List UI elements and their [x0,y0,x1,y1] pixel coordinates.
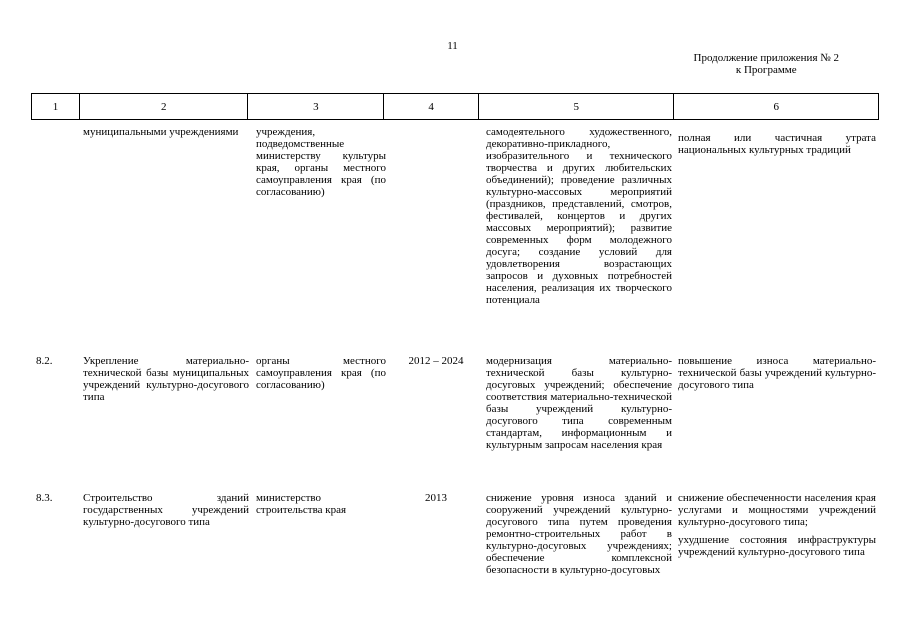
row-risks [678,132,876,156]
row-title: муниципальными учреждениями [83,126,239,138]
row-risk-item: повышение износа материально-технической базы учреждений культурно-досугового типа [678,355,876,391]
row-risk-item: полная или частичная утрата национальных культурных традиций [678,132,876,156]
row-title: Строительство зданий государственных учреждений культурно-досугового типа [83,492,249,528]
row-executor: органы местного самоуправления края (по согласованию) [256,355,386,391]
page-number: 11 [447,40,458,52]
header-col-1: 1 [52,100,59,113]
header-col-3: 3 [247,94,383,119]
row-executor: министерство строительства края [256,492,347,516]
continuation-note [694,52,839,76]
row-results: снижение уровня износа зданий и сооружений учреждений культурно-досугового типа путем проведения ремонтно-строительных работ в культурно-досуговых учреждениях; обеспечение комплексной безопасности в культурно-досуговых [486,492,672,576]
row-executor: учреждения, подведомственные министерству культуры края, органы местного самоуправления края (по согласованию) [256,126,386,198]
row-number: 8.3. [36,492,53,504]
row-risk-item: снижение обеспеченности населения края услугами и мощностями учреждений культурно-досугового типа; [678,492,876,528]
table-header [31,93,879,120]
continuation-line-2: к Программе [735,64,797,76]
row-results: самодеятельного художественного, декоративно-прикладного, изобразительного и технического творчества и других любительских объединений); проведение различных культурно-массовых мероприятий (праздников, представлений, смотров, фестивалей, концертов и других массовых мероприятий); развитие современных форм молодежного досуга; создание условий для удовлетворения возрастающих запросов и духовных потребностей населения, реализация их творческого потенциала [486,126,672,306]
row-period: 2013 [425,492,447,504]
header-col-4: 4 [383,94,478,119]
row-risks [678,355,876,391]
header-col-6: 6 [673,94,878,119]
header-col-5: 5 [478,94,674,119]
row-number: 8.2. [36,355,53,367]
row-period: 2012 – 2024 [408,355,464,367]
row-results: модернизация материально-технической базы культурно-досуговых учреждений; обеспечение соответствия материально-технической базы учреждений культурно-досугового типа современным стандартам, информационным и культурным запросам населения края [486,355,672,451]
row-risks [678,492,876,558]
header-col-2: 2 [79,94,248,119]
row-risk-item: ухудшение состояния инфраструктуры учреждений культурно-досугового типа [678,534,876,558]
continuation-line-1: Продолжение приложения № 2 [693,52,839,64]
row-title: Укрепление материально-технической базы муниципальных учреждений культурно-досугового типа [83,355,249,403]
